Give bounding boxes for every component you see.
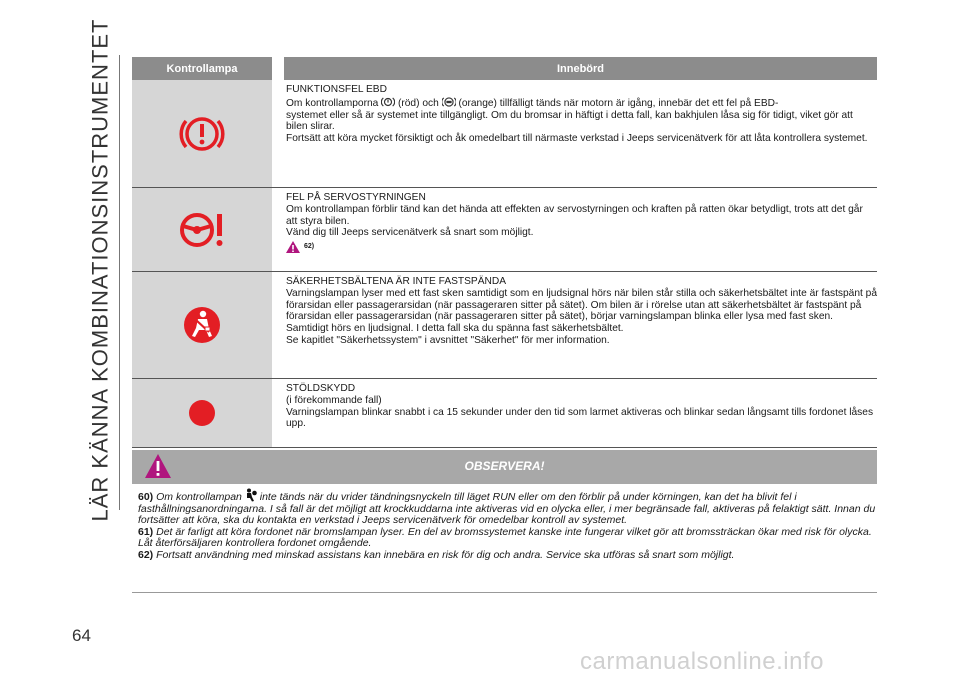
header-kontrollampa: Kontrollampa bbox=[132, 57, 272, 80]
note-text: Fortsatt användning med minskad assistans kan innebära en risk för dig och andra. Service ska utföras så snart som möjligt. bbox=[156, 548, 735, 561]
row-text: systemet eller så är systemet inte tillgängligt. Om du bromsar in häftigt i detta fall, kan bakhjulen låsa sig för tidigt, viket gör att bilen slirar. bbox=[286, 109, 853, 133]
chapter-title: LÄR KÄNNA KOMBINATIONSINSTRUMENTET bbox=[87, 18, 113, 522]
table-row bbox=[132, 272, 877, 379]
ebd-text-b: (röd) och bbox=[397, 97, 439, 109]
ebd-text-a: Om kontrollamporna bbox=[286, 97, 379, 109]
note-label: 61) bbox=[138, 525, 154, 538]
row-text-2: Fortsätt att köra mycket försiktigt och åk omedelbart till närmaste verkstad i Jeeps servicenätverk för att låta kontrollera systemet. bbox=[286, 133, 868, 145]
icon-cell bbox=[132, 379, 272, 447]
row-description bbox=[272, 188, 877, 271]
table-row bbox=[132, 80, 877, 188]
note-61 bbox=[138, 527, 877, 550]
warning-triangle-icon bbox=[286, 241, 300, 253]
header-innebord: Innebörd bbox=[284, 57, 877, 80]
row-title: STÖLDSKYDD bbox=[286, 383, 356, 394]
table-row bbox=[132, 188, 877, 272]
row-text: Varningslampan blinkar snabbt i ca 15 sekunder under den tid som larmet aktiveras och blinkar sedan långsamt tills fordonet låses upp. bbox=[286, 406, 874, 430]
chapter-divider bbox=[119, 55, 120, 510]
reference-number[interactable]: 62) bbox=[304, 243, 315, 251]
note-text: inte tänds när du vrider tändningsnyckeln till läget RUN eller om den förblir på under körningen, kan det ha blivit fel i fasthållningsanordningarna. I så fall är det möjligt att krockkuddarna inte aktiveras vid en olycka eller, i mer begränsade fall, aktiveras på felaktigt sätt. Innan du fortsätter att köra, ska du kontakta en verkstad i Jeeps servicenätverk för omedelbar kontroll av systemet. bbox=[138, 491, 876, 527]
row-text-2: Se kapitlet "Säkerhetssystem" i avsnittet "Säkerhet" för mer information. bbox=[286, 334, 610, 346]
icon-cell bbox=[132, 188, 272, 271]
note-label: 60) bbox=[138, 491, 154, 503]
row-title: SÄKERHETSBÄLTENA ÄR INTE FASTSPÄNDA bbox=[286, 276, 507, 287]
row-title: FUNKTIONSFEL EBD bbox=[286, 84, 387, 95]
row-subtitle: (i förekommande fall) bbox=[286, 394, 382, 406]
row-title: FEL PÅ SERVOSTYRNINGEN bbox=[286, 192, 426, 203]
row-text: Varningslampan lyser med ett fast sken samtidigt som en ljudsignal hörs när bilen står stilla och säkerhetsbältet inte är fastspänt på förarsidan eller passagerarsidan (när passageraren sitter på sätet). Om bilen är i rörelse utan att säkerhetsbältet är fastspänt på förarsidan eller passagerarsidan (när passageraren sitter på sätet), börjar varningslampan blinka eller lysa med fast sken. Samtidigt hörs en ljudsignal. I detta fall ska du spänna fast säkerhetsbältet. bbox=[286, 287, 877, 335]
table-row bbox=[132, 379, 877, 448]
row-description bbox=[272, 80, 877, 187]
chapter-title-vertical bbox=[80, 18, 120, 522]
warning-reference bbox=[286, 241, 877, 253]
warning-lights-table bbox=[132, 57, 877, 448]
abs-icon-inline bbox=[442, 96, 456, 108]
brake-warning-icon-inline bbox=[381, 96, 395, 108]
warning-note-box bbox=[132, 450, 877, 593]
row-text: Om kontrollampan förblir tänd kan det hända att effekten av servostyrningen och kraften på ratten ökar betydligt, trots att det går att styra bilen. bbox=[286, 203, 863, 227]
icon-cell bbox=[132, 80, 272, 187]
icon-cell bbox=[132, 272, 272, 378]
table-header bbox=[132, 57, 877, 80]
row-text-2: Vänd dig till Jeeps servicenätverk så snart som möjligt. bbox=[286, 227, 534, 239]
note-header bbox=[132, 450, 877, 484]
note-60 bbox=[138, 488, 877, 527]
note-text: Om kontrollampan bbox=[156, 491, 242, 503]
theft-led-icon bbox=[187, 398, 217, 428]
brake-warning-icon bbox=[178, 110, 226, 158]
page-number: 64 bbox=[72, 626, 91, 645]
note-text: Det är farligt att köra fordonet när bromslampan lyser. En del av bromssystemet kanske inte fungerar vilket gör att bromssträckan ökar med risk för olycka. Låt återförsäljaren kontrollera fordonet omgående. bbox=[138, 525, 872, 550]
ebd-text-c: (orange) tillfälligt tänds när motorn är igång, innebär det ett fel på EBD- bbox=[458, 97, 779, 109]
note-label: 62) bbox=[138, 548, 154, 561]
note-body bbox=[132, 484, 877, 562]
note-62 bbox=[138, 550, 877, 562]
steering-warning-icon bbox=[177, 208, 227, 252]
note-title: OBSERVERA! bbox=[464, 459, 545, 473]
row-description bbox=[272, 272, 877, 378]
seatbelt-icon bbox=[182, 305, 222, 345]
airbag-icon bbox=[245, 488, 257, 502]
row-description bbox=[272, 379, 877, 447]
watermark: carmanualsonline.info bbox=[580, 648, 824, 675]
